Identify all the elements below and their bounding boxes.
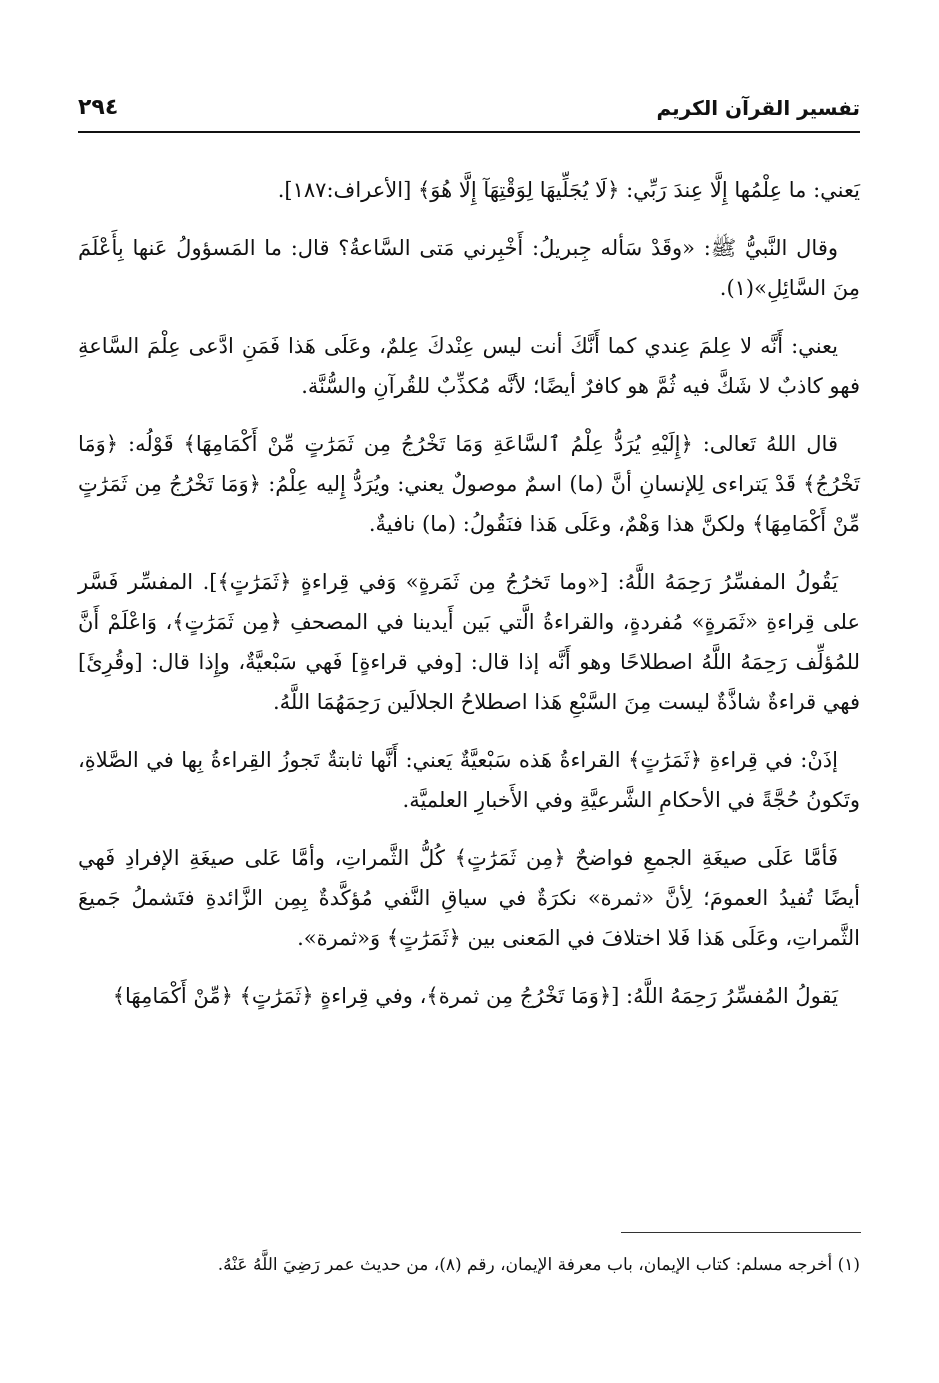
page-header: [78, 92, 860, 128]
paragraph-2: وقال النَّبيُّ ﷺ: «وقَدْ سَأله جِبريلُ: أَخْبِرني مَتى السَّاعةُ؟ قال: ما المَسؤولُ عَنها بِأَعْلَمَ مِنَ السَّائِلِ»(١).: [78, 236, 860, 300]
main-text: [78, 170, 860, 1034]
paragraph-7: فَأمَّا عَلَى صيغَةِ الجمعِ فواضحٌ ﴿مِن ثَمَرَٰتٍ﴾ كُلُّ الثَّمراتِ، وأمَّا عَلى صيغَةِ الإفرادِ فَهي أيضًا تُفيدُ العمومَ؛ لِأنَّ «ثمرة» نكرَةٌ في سياقِ النَّفي مُؤكَّدةٌ بِمِن الزَّائدةِ فتَشملُ جَميعَ الثَّمراتِ، وعَلَى هَذا فَلا اختلافَ في المَعنى بين ﴿ثَمَرَٰتٍ﴾ وَ«ثمرة».: [78, 846, 860, 950]
paragraph-4: قال اللهُ تَعالى: ﴿إِلَيْهِ يُرَدُّ عِلْمُ ٱلسَّاعَةِ وَمَا تَخْرُجُ مِن ثَمَرَٰتٍ مِّنْ أَكْمَامِهَا﴾ قَوْلُه: ﴿وَمَا تَخْرُجُ﴾ قَدْ يَتراءى لِلإنسانِ أنَّ (ما) اسمٌ موصولٌ يعني: ويُرَدُّ إِليه عِلْمُ: ﴿وَمَا تَخْرُجُ مِن ثَمَرَٰتٍ مِّنْ أَكْمَامِهَا﴾ ولكنَّ هذا وَهْمٌ، وعَلَى هَذا فنَقُولُ: (ما) نافيةٌ.: [78, 432, 860, 536]
header-divider: [78, 131, 860, 133]
footnote: (١) أخرجه مسلم: كتاب الإيمان، باب معرفة الإيمان، رقم (٨)، من حديث عمر رَضِيَ اللَّهُ عَنْهُ.: [217, 1255, 860, 1275]
paragraph-3: يعني: أَنَّه لا عِلمَ عِندي كما أَنَّكَ أنت ليس عِنْدكَ عِلمٌ، وعَلَى هَذا فَمَنِ ادَّعى عِلْمَ السَّاعةِ فهو كاذبٌ لا شَكَّ فيه ثُمَّ هو كافرٌ أيضًا؛ لأنَّه مُكذِّبٌ للقُرآنِ والسُّنَّة.: [78, 334, 860, 398]
footnote-divider: [621, 1232, 861, 1233]
paragraph-1: يَعني: ما عِلْمُها إِلَّا عِندَ رَبِّي: ﴿لَا يُجَلِّيهَا لِوَقْتِهَآ إِلَّا هُوَ﴾ [الأعراف:١٨٧].: [277, 178, 860, 202]
running-title: تفسير القرآن الكريم: [656, 96, 860, 120]
paragraph-6: إذَنْ: في قِراءةِ ﴿ثَمَرَٰتٍ﴾ القراءةُ هَذه سَبْعيَّةٌ يَعني: أَنَّها ثابتةٌ تَجوزُ القِراءةُ بِها في الصَّلاةِ، وتَكونُ حُجَّةً في الأحكامِ الشَّرعيَّةِ وفي الأَخبارِ العلميَّة.: [78, 748, 860, 812]
page-number: ٢٩٤: [78, 95, 119, 120]
paragraph-5: يَقُولُ المفسِّرُ رَحِمَهُ اللَّهُ: [«وما تَخرُجُ مِن ثَمَرةٍ» وَفي قِراءةٍ ﴿ثَمَرَٰتٍ﴾]. المفسِّر فَسَّر على قِراءةِ «ثَمَرةٍ» مُفردةٍ، والقراءةُ الَّتي بَين أَيدينا في المصحفِ ﴿مِن ثَمَرَٰتٍ﴾، وَاعْلَمْ أَنَّ للمُؤلِّف رَحِمَهُ اللَّهُ اصطلاحًا وهو أَنَّه إذا قال: [وفي قراءةٍ] فَهي سَبْعيَّةٌ، وإِذا قال: [وقُرِئَ] فهي قراءةٌ شاذَّةٌ ليست مِنَ السَّبْعِ هَذا اصطلاحُ الجلالَين رَحِمَهُمَا اللَّهُ.: [78, 570, 860, 714]
paragraph-8: يَقولُ المُفسِّرُ رَحِمَهُ اللَّهُ: [﴿وَمَا تَخْرُجُ مِن ثمرة﴾، وفي قِراءةٍ ﴿ثَمَرَٰتٍ﴾ ﴿مِّنْ أَكْمَامِهَا﴾: [112, 984, 838, 1008]
